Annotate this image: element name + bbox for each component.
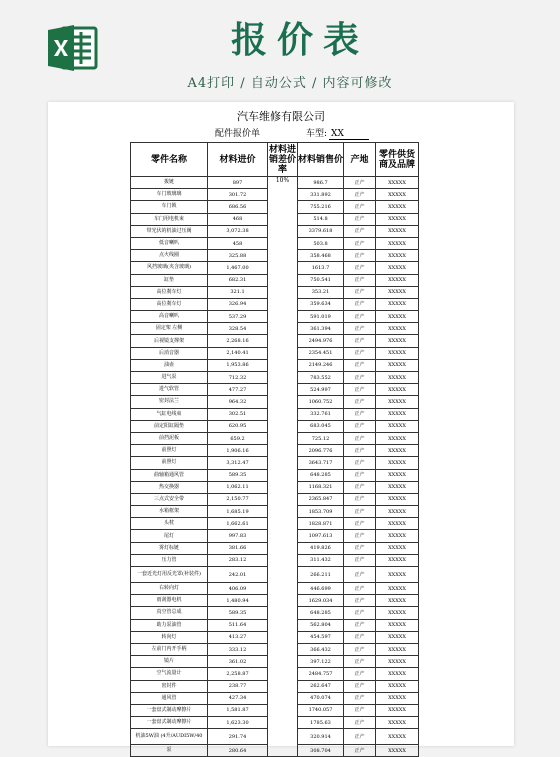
cell-cost[interactable]: 427.34 bbox=[208, 692, 268, 704]
table-header-row bbox=[131, 143, 419, 177]
cell-sale-price[interactable]: 2096.776 bbox=[298, 445, 344, 457]
cell-origin[interactable]: 正产 bbox=[344, 643, 376, 655]
cell-supplier[interactable]: XXXXX bbox=[376, 408, 419, 420]
cell-supplier[interactable]: XXXXX bbox=[376, 542, 419, 554]
cell-supplier[interactable]: XXXXX bbox=[376, 607, 419, 619]
cell-cost[interactable]: 238.77 bbox=[208, 680, 268, 692]
cell-sale-price[interactable]: 755.216 bbox=[298, 201, 344, 213]
cell-sale-price[interactable]: 359.634 bbox=[298, 298, 344, 310]
cell-cost[interactable]: 712.32 bbox=[208, 372, 268, 384]
cell-cost[interactable]: 589.35 bbox=[208, 469, 268, 481]
cell-origin[interactable]: 正产 bbox=[344, 704, 376, 716]
cell-supplier[interactable]: XXXXX bbox=[376, 554, 419, 566]
cell-part-name[interactable]: 车门锁 bbox=[131, 201, 208, 213]
cell-sale-price[interactable]: 2494.976 bbox=[298, 335, 344, 347]
cell-part-name[interactable]: 前照灯 bbox=[131, 445, 208, 457]
cell-part-name[interactable]: 高位刹车灯 bbox=[131, 298, 208, 310]
cell-cost[interactable]: 381.66 bbox=[208, 542, 268, 554]
cell-part-name[interactable]: 尾灯 bbox=[131, 530, 208, 542]
cell-sale-price[interactable]: 750.541 bbox=[298, 274, 344, 286]
cell-cost[interactable]: 1,685.19 bbox=[208, 506, 268, 518]
cell-origin[interactable]: 正产 bbox=[344, 359, 376, 371]
cell-origin[interactable]: 正产 bbox=[344, 530, 376, 542]
cell-cost[interactable]: 325.88 bbox=[208, 250, 268, 262]
cell-sale-price[interactable]: 3379.618 bbox=[298, 225, 344, 237]
cell-supplier[interactable]: XXXXX bbox=[376, 518, 419, 530]
cell-sale-price[interactable]: 1629.034 bbox=[298, 595, 344, 607]
column-header-supplier: 零件供货商及品牌 bbox=[376, 143, 419, 177]
cell-supplier[interactable]: XXXXX bbox=[376, 432, 419, 444]
cell-cost[interactable]: 328.54 bbox=[208, 323, 268, 335]
cell-origin[interactable]: 正产 bbox=[344, 286, 376, 298]
cell-part-name[interactable]: 真空管总成 bbox=[131, 607, 208, 619]
cell-supplier[interactable]: XXXXX bbox=[376, 323, 419, 335]
cell-supplier[interactable]: XXXXX bbox=[376, 457, 419, 469]
cell-origin[interactable]: 正产 bbox=[344, 335, 376, 347]
cell-cost[interactable]: 2,268.16 bbox=[208, 335, 268, 347]
cell-part-name[interactable]: 一套盘式制动摩擦片 bbox=[131, 717, 208, 729]
cell-supplier[interactable]: XXXXX bbox=[376, 631, 419, 643]
cell-cost[interactable]: 280.64 bbox=[208, 745, 268, 757]
cell-part-name[interactable]: 带光伏的机油过压阀 bbox=[131, 225, 208, 237]
cell-cost[interactable]: 686.56 bbox=[208, 201, 268, 213]
cell-part-name[interactable]: 密封件 bbox=[131, 680, 208, 692]
cell-origin[interactable]: 正产 bbox=[344, 396, 376, 408]
cell-origin[interactable]: 正产 bbox=[344, 607, 376, 619]
cell-supplier[interactable]: XXXXX bbox=[376, 189, 419, 201]
cell-part-name[interactable]: 进气泵 bbox=[131, 372, 208, 384]
cell-sale-price[interactable]: 397.122 bbox=[298, 656, 344, 668]
cell-part-name[interactable]: 低音喇叭 bbox=[131, 237, 208, 249]
cell-supplier[interactable]: XXXXX bbox=[376, 717, 419, 729]
cell-sale-price[interactable]: 262.647 bbox=[298, 680, 344, 692]
cell-part-name[interactable]: 缸垫 bbox=[131, 274, 208, 286]
cell-supplier[interactable]: XXXXX bbox=[376, 643, 419, 655]
cell-cost[interactable]: 1,953.86 bbox=[208, 359, 268, 371]
cell-origin[interactable]: 正产 bbox=[344, 457, 376, 469]
page-title: 报价表 bbox=[230, 19, 369, 61]
cell-supplier[interactable]: XXXXX bbox=[376, 680, 419, 692]
cell-part-name[interactable]: 固定架 左侧 bbox=[131, 323, 208, 335]
cell-origin[interactable]: 正产 bbox=[344, 567, 376, 583]
cell-part-name[interactable]: 前照灯 bbox=[131, 457, 208, 469]
column-header-part-name: 零件名称 bbox=[131, 143, 208, 177]
cell-origin[interactable]: 正产 bbox=[344, 631, 376, 643]
cell-origin[interactable]: 正产 bbox=[344, 656, 376, 668]
table-body bbox=[131, 177, 419, 757]
cell-supplier[interactable]: XXXXX bbox=[376, 567, 419, 583]
cell-origin[interactable]: 正产 bbox=[344, 518, 376, 530]
cell-part-name[interactable]: 油壶 bbox=[131, 359, 208, 371]
cell-part-name[interactable]: 空气流量计 bbox=[131, 668, 208, 680]
cell-cost[interactable]: 1,062.11 bbox=[208, 481, 268, 493]
cell-origin[interactable]: 正产 bbox=[344, 506, 376, 518]
cell-sale-price[interactable]: 648.285 bbox=[298, 469, 344, 481]
cell-cost[interactable]: 620.95 bbox=[208, 420, 268, 432]
cell-cost[interactable]: 333.12 bbox=[208, 643, 268, 655]
vehicle-model-label: 车型: bbox=[306, 129, 328, 139]
cell-cost[interactable]: 3,072.38 bbox=[208, 225, 268, 237]
cell-cost[interactable]: 1,581.87 bbox=[208, 704, 268, 716]
cell-cost[interactable]: 413.27 bbox=[208, 631, 268, 643]
cell-sale-price[interactable]: 591.019 bbox=[298, 311, 344, 323]
cell-origin[interactable]: 正产 bbox=[344, 554, 376, 566]
cell-cost[interactable]: 283.12 bbox=[208, 554, 268, 566]
cell-supplier[interactable]: XXXXX bbox=[376, 347, 419, 359]
cell-supplier[interactable]: XXXXX bbox=[376, 396, 419, 408]
cell-supplier[interactable]: XXXXX bbox=[376, 262, 419, 274]
cell-supplier[interactable]: XXXXX bbox=[376, 237, 419, 249]
cell-part-name[interactable]: 密封法兰 bbox=[131, 396, 208, 408]
cell-sale-price[interactable]: 503.8 bbox=[298, 237, 344, 249]
vehicle-model-value[interactable]: XX bbox=[329, 129, 369, 140]
cell-sale-price[interactable]: 524.997 bbox=[298, 384, 344, 396]
cell-origin[interactable]: 正产 bbox=[344, 225, 376, 237]
column-header-origin: 产地 bbox=[344, 143, 376, 177]
cell-origin[interactable]: 正产 bbox=[344, 323, 376, 335]
cell-sale-price[interactable]: 308.704 bbox=[298, 745, 344, 757]
cell-sale-price[interactable]: 1168.321 bbox=[298, 481, 344, 493]
cell-sale-price[interactable]: 648.285 bbox=[298, 607, 344, 619]
cell-cost[interactable]: 659.2 bbox=[208, 432, 268, 444]
cell-origin[interactable]: 正产 bbox=[344, 201, 376, 213]
cell-origin[interactable]: 正产 bbox=[344, 745, 376, 757]
cell-supplier[interactable]: XXXXX bbox=[376, 481, 419, 493]
cell-part-name[interactable]: 一套盘式制动摩擦片 bbox=[131, 704, 208, 716]
cell-part-name[interactable]: 水箱框架 bbox=[131, 506, 208, 518]
page-subtitle: A4打印 / 自动公式 / 内容可修改 bbox=[187, 76, 393, 91]
cell-sale-price[interactable]: 332.761 bbox=[298, 408, 344, 420]
cell-sale-price[interactable]: 358.468 bbox=[298, 250, 344, 262]
cell-origin[interactable]: 正产 bbox=[344, 262, 376, 274]
cell-cost[interactable]: 537.29 bbox=[208, 311, 268, 323]
column-header-cost: 材料进价 bbox=[208, 143, 268, 177]
cell-sale-price[interactable]: 986.7 bbox=[298, 177, 344, 189]
cell-supplier[interactable]: XXXXX bbox=[376, 656, 419, 668]
cell-origin[interactable]: 正产 bbox=[344, 481, 376, 493]
cell-origin[interactable]: 正产 bbox=[344, 583, 376, 595]
cell-part-name[interactable]: 助力泵油管 bbox=[131, 619, 208, 631]
cell-part-name[interactable]: 点火线圈 bbox=[131, 250, 208, 262]
cell-cost[interactable]: 2,258.87 bbox=[208, 668, 268, 680]
cell-part-name[interactable]: 拨链 bbox=[131, 177, 208, 189]
cell-part-name[interactable]: 转向灯 bbox=[131, 631, 208, 643]
cell-supplier[interactable]: XXXXX bbox=[376, 595, 419, 607]
cell-cost[interactable]: 1,662.61 bbox=[208, 518, 268, 530]
cell-sale-price[interactable]: 2149.246 bbox=[298, 359, 344, 371]
column-header-markup-rate: 材料进销差价率 bbox=[268, 144, 296, 175]
cell-sale-price[interactable]: 725.12 bbox=[298, 432, 344, 444]
cell-part-name[interactable]: 前挡泥板 bbox=[131, 432, 208, 444]
cell-cost[interactable]: 3,312.47 bbox=[208, 457, 268, 469]
cell-supplier[interactable]: XXXXX bbox=[376, 201, 419, 213]
cell-origin[interactable]: 正产 bbox=[344, 408, 376, 420]
cell-origin[interactable]: 正产 bbox=[344, 542, 376, 554]
cell-sale-price[interactable]: 419.826 bbox=[298, 542, 344, 554]
cell-sale-price[interactable]: 562.804 bbox=[298, 619, 344, 631]
column-header-sale-price: 材料销售价 bbox=[298, 143, 344, 177]
cell-origin[interactable]: 正产 bbox=[344, 420, 376, 432]
cell-supplier[interactable]: XXXXX bbox=[376, 372, 419, 384]
cell-cost[interactable]: 361.02 bbox=[208, 656, 268, 668]
cell-supplier[interactable]: XXXXX bbox=[376, 335, 419, 347]
cell-part-name[interactable]: 右转向灯 bbox=[131, 583, 208, 595]
cell-origin[interactable]: 正产 bbox=[344, 213, 376, 225]
cell-part-name[interactable]: 后消音器 bbox=[131, 347, 208, 359]
cell-sale-price[interactable]: 470.074 bbox=[298, 692, 344, 704]
cell-sale-price[interactable]: 1853.709 bbox=[298, 506, 344, 518]
cell-cost[interactable]: 1,623.30 bbox=[208, 717, 268, 729]
cell-cost[interactable]: 964.32 bbox=[208, 396, 268, 408]
cell-origin[interactable]: 正产 bbox=[344, 298, 376, 310]
cell-supplier[interactable]: XXXXX bbox=[376, 213, 419, 225]
cell-supplier[interactable]: XXXXX bbox=[376, 745, 419, 757]
cell-origin[interactable]: 正产 bbox=[344, 717, 376, 729]
cell-cost[interactable]: 477.27 bbox=[208, 384, 268, 396]
cell-sale-price[interactable]: 353.21 bbox=[298, 286, 344, 298]
cell-origin[interactable]: 正产 bbox=[344, 619, 376, 631]
cell-cost[interactable]: 2,150.77 bbox=[208, 493, 268, 505]
cell-cost[interactable]: 682.31 bbox=[208, 274, 268, 286]
cell-cost[interactable]: 1,480.94 bbox=[208, 595, 268, 607]
cell-origin[interactable]: 正产 bbox=[344, 432, 376, 444]
cell-supplier[interactable]: XXXXX bbox=[376, 729, 419, 745]
cell-part-name[interactable]: 压力管 bbox=[131, 554, 208, 566]
cell-origin[interactable]: 正产 bbox=[344, 493, 376, 505]
cell-cost[interactable]: 589.35 bbox=[208, 607, 268, 619]
cell-cost[interactable]: 321.1 bbox=[208, 286, 268, 298]
cell-supplier[interactable]: XXXXX bbox=[376, 250, 419, 262]
cell-origin[interactable]: 正产 bbox=[344, 237, 376, 249]
company-name: 汽车维修有限公司 bbox=[237, 110, 325, 123]
table-row bbox=[131, 177, 419, 189]
cell-origin[interactable]: 正产 bbox=[344, 250, 376, 262]
cell-markup-rate[interactable]: 10% bbox=[268, 177, 298, 757]
cell-sale-price[interactable]: 1740.057 bbox=[298, 704, 344, 716]
cell-cost[interactable]: 997.83 bbox=[208, 530, 268, 542]
cell-sale-price[interactable]: 683.045 bbox=[298, 420, 344, 432]
cell-part-name[interactable]: 雾灯标链 bbox=[131, 542, 208, 554]
cell-cost[interactable]: 2,140.41 bbox=[208, 347, 268, 359]
cell-sale-price[interactable]: 454.597 bbox=[298, 631, 344, 643]
cell-cost[interactable]: 326.94 bbox=[208, 298, 268, 310]
cell-sale-price[interactable]: 311.432 bbox=[298, 554, 344, 566]
cell-supplier[interactable]: XXXXX bbox=[376, 583, 419, 595]
cell-part-name[interactable]: 三点式安全带 bbox=[131, 493, 208, 505]
cell-cost[interactable]: 291.74 bbox=[208, 729, 268, 745]
cell-cost[interactable]: 301.72 bbox=[208, 189, 268, 201]
cell-supplier[interactable]: XXXXX bbox=[376, 274, 419, 286]
cell-sale-price[interactable]: 1828.871 bbox=[298, 518, 344, 530]
cell-cost[interactable]: 1,467.00 bbox=[208, 262, 268, 274]
cell-part-name[interactable]: 气缸电线束 bbox=[131, 408, 208, 420]
cell-origin[interactable]: 正产 bbox=[344, 729, 376, 745]
excel-logo-icon bbox=[44, 20, 100, 76]
cell-supplier[interactable]: XXXXX bbox=[376, 420, 419, 432]
cell-cost[interactable]: 302.51 bbox=[208, 408, 268, 420]
cell-part-name[interactable]: 左前门内开手柄 bbox=[131, 643, 208, 655]
cell-sale-price[interactable]: 2484.757 bbox=[298, 668, 344, 680]
cell-part-name[interactable]: 头枕 bbox=[131, 518, 208, 530]
cell-part-name[interactable]: 进气软管 bbox=[131, 384, 208, 396]
cell-part-name[interactable]: 风挡玻璃(夹含玻璃) bbox=[131, 262, 208, 274]
cell-part-name[interactable]: 车门玻璃璃 bbox=[131, 189, 208, 201]
cell-sale-price[interactable]: 1613.7 bbox=[298, 262, 344, 274]
cell-part-name[interactable]: 高音喇叭 bbox=[131, 311, 208, 323]
cell-cost[interactable]: 511.64 bbox=[208, 619, 268, 631]
cell-supplier[interactable]: XXXXX bbox=[376, 445, 419, 457]
cell-sale-price[interactable]: 2365.847 bbox=[298, 493, 344, 505]
cell-sale-price[interactable]: 1060.752 bbox=[298, 396, 344, 408]
cell-sale-price[interactable]: 320.914 bbox=[298, 729, 344, 745]
cell-origin[interactable]: 正产 bbox=[344, 347, 376, 359]
cell-sale-price[interactable]: 331.892 bbox=[298, 189, 344, 201]
cell-origin[interactable]: 正产 bbox=[344, 384, 376, 396]
cell-supplier[interactable]: XXXXX bbox=[376, 225, 419, 237]
cell-origin[interactable]: 正产 bbox=[344, 595, 376, 607]
cell-origin[interactable]: 正产 bbox=[344, 680, 376, 692]
cell-supplier[interactable]: XXXXX bbox=[376, 493, 419, 505]
cell-sale-price[interactable]: 783.552 bbox=[298, 372, 344, 384]
cell-cost[interactable]: 458 bbox=[208, 237, 268, 249]
cell-sale-price[interactable]: 2354.451 bbox=[298, 347, 344, 359]
cell-supplier[interactable]: XXXXX bbox=[376, 469, 419, 481]
cell-part-name[interactable]: 高位刹车灯 bbox=[131, 286, 208, 298]
cell-cost[interactable]: 242.01 bbox=[208, 567, 268, 583]
cell-part-name[interactable]: 通风管 bbox=[131, 692, 208, 704]
cell-part-name[interactable]: 热交换器 bbox=[131, 481, 208, 493]
cell-part-name[interactable]: 前定阳缸隔垫 bbox=[131, 420, 208, 432]
cell-origin[interactable]: 正产 bbox=[344, 177, 376, 189]
cell-supplier[interactable]: XXXXX bbox=[376, 177, 419, 189]
cell-supplier[interactable]: XXXXX bbox=[376, 668, 419, 680]
cell-cost[interactable]: 468 bbox=[208, 213, 268, 225]
cell-supplier[interactable]: XXXXX bbox=[376, 286, 419, 298]
cell-sale-price[interactable]: 3643.717 bbox=[298, 457, 344, 469]
cell-part-name[interactable]: 泵 bbox=[131, 745, 208, 757]
cell-supplier[interactable]: XXXXX bbox=[376, 359, 419, 371]
cell-supplier[interactable]: XXXXX bbox=[376, 384, 419, 396]
cell-sale-price[interactable]: 1097.613 bbox=[298, 530, 344, 542]
cell-supplier[interactable]: XXXXX bbox=[376, 619, 419, 631]
cell-sale-price[interactable]: 266.211 bbox=[298, 567, 344, 583]
cell-origin[interactable]: 正产 bbox=[344, 668, 376, 680]
form-name: 配件报价单 bbox=[215, 129, 261, 139]
cell-part-name[interactable]: 车门用电机束 bbox=[131, 213, 208, 225]
cell-part-name[interactable]: 后视镜支撑架 bbox=[131, 335, 208, 347]
cell-part-name[interactable]: 雨刮器电机 bbox=[131, 595, 208, 607]
cell-part-name[interactable]: 镜片 bbox=[131, 656, 208, 668]
cell-supplier[interactable]: XXXXX bbox=[376, 506, 419, 518]
cell-origin[interactable]: 正产 bbox=[344, 189, 376, 201]
cell-origin[interactable]: 正产 bbox=[344, 445, 376, 457]
cell-sale-price[interactable]: 1785.63 bbox=[298, 717, 344, 729]
quote-table bbox=[130, 142, 419, 757]
vehicle-model bbox=[306, 126, 369, 140]
cell-origin[interactable]: 正产 bbox=[344, 692, 376, 704]
cell-sale-price[interactable]: 361.394 bbox=[298, 323, 344, 335]
cell-supplier[interactable]: XXXXX bbox=[376, 311, 419, 323]
cell-origin[interactable]: 正产 bbox=[344, 372, 376, 384]
cell-supplier[interactable]: XXXXX bbox=[376, 530, 419, 542]
cell-supplier[interactable]: XXXXX bbox=[376, 298, 419, 310]
cell-supplier[interactable]: XXXXX bbox=[376, 704, 419, 716]
cell-part-name[interactable]: 机油5W油 (4升/AUDI5W/40 bbox=[131, 729, 208, 745]
cell-origin[interactable]: 正产 bbox=[344, 274, 376, 286]
cell-origin[interactable]: 正产 bbox=[344, 311, 376, 323]
cell-part-name[interactable]: 曲轴箱通风管 bbox=[131, 469, 208, 481]
cell-cost[interactable]: 406.09 bbox=[208, 583, 268, 595]
cell-supplier[interactable]: XXXXX bbox=[376, 692, 419, 704]
cell-sale-price[interactable]: 514.8 bbox=[298, 213, 344, 225]
cell-origin[interactable]: 正产 bbox=[344, 469, 376, 481]
cell-cost[interactable]: 897 bbox=[208, 177, 268, 189]
cell-cost[interactable]: 1,906.16 bbox=[208, 445, 268, 457]
spreadsheet-page bbox=[48, 102, 514, 754]
cell-sale-price[interactable]: 366.432 bbox=[298, 643, 344, 655]
cell-part-name[interactable]: 一套近光灯用反光罩(补装件) bbox=[131, 567, 208, 583]
cell-sale-price[interactable]: 446.699 bbox=[298, 583, 344, 595]
